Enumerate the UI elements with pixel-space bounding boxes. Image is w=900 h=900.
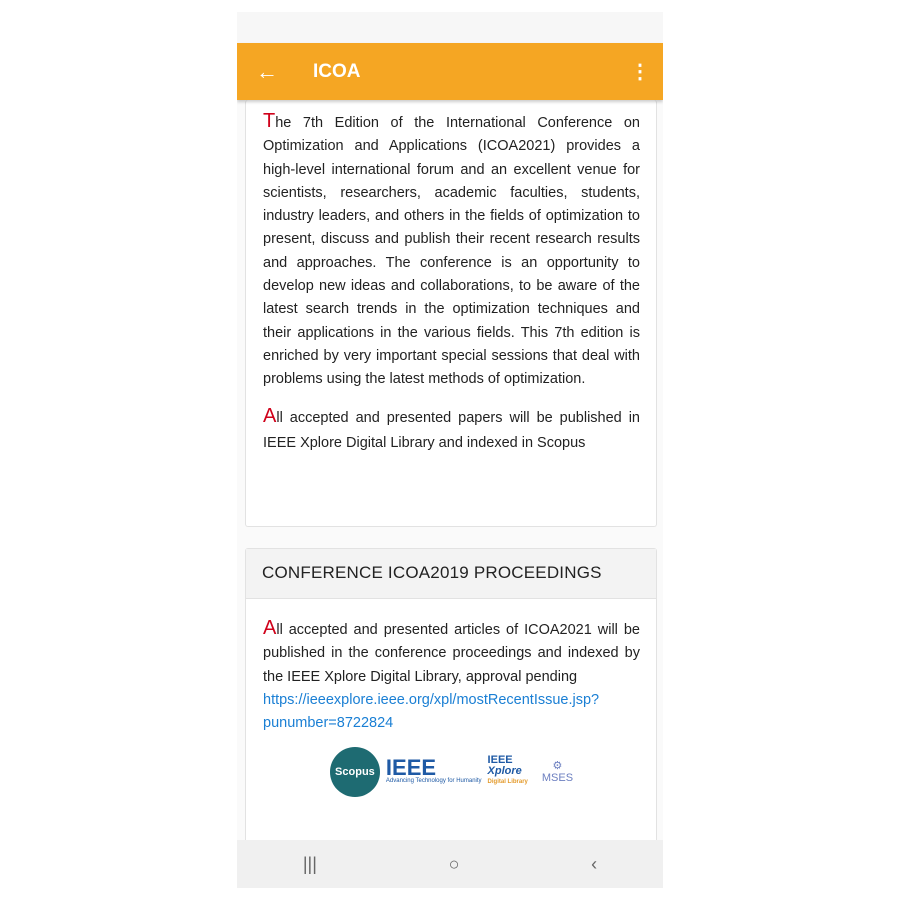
partner-logos xyxy=(263,747,640,797)
proceedings-header: CONFERENCE ICOA2019 PROCEEDINGS xyxy=(246,549,656,599)
status-bar xyxy=(237,12,663,43)
ieee-xplore-link[interactable]: https://ieeexplore.ieee.org/xpl/mostRecentIssue.jsp?punumber=8722824 xyxy=(263,691,600,731)
proceedings-text: ll accepted and presented articles of ICOA2021 will be published in the conference proceedings and indexed by the IEEE Xplore Digital Library, approval pending xyxy=(263,622,640,685)
arrow-left-icon[interactable]: ← xyxy=(256,58,278,84)
app-title: ICOA xyxy=(313,60,361,82)
phone-screen xyxy=(237,12,663,888)
proceedings-paragraph xyxy=(263,617,640,689)
proceedings-card xyxy=(245,548,657,848)
drop-cap: A xyxy=(263,404,277,427)
publication-text: ll accepted and presented papers will be published in IEEE Xplore Digital Library and indexed in Scopus xyxy=(263,409,640,451)
ieee-logo: IEEE Advancing Technology for Humanity xyxy=(385,755,482,785)
intro-paragraph xyxy=(263,110,640,392)
intro-card xyxy=(245,100,657,527)
intro-text: he 7th Edition of the International Conference on Optimization and Applications (ICOA2021) provides a high-level international forum and an excellent venue for scientists, researchers, academic faculties, students, industry leaders, and others in the fields of optimization to present, discuss and publish their recent research results and approaches. The conference is an opportunity to develop new ideas and collaborations, to be aware of the latest search trends in the optimization techniques and their applications in the various fields. This 7th edition is enriched by very important special sessions that deal with problems using the latest methods of optimization. xyxy=(263,115,640,388)
app-bar xyxy=(237,43,663,100)
drop-cap: A xyxy=(263,617,277,639)
home-icon[interactable]: ○ xyxy=(448,853,460,874)
ieee-xplore-logo: IEEE Xplore Digital Library xyxy=(487,754,528,786)
system-nav-bar xyxy=(237,840,663,888)
publication-paragraph xyxy=(263,404,640,456)
back-nav-icon[interactable]: ‹ xyxy=(591,853,598,874)
mses-logo: ⚙ MSES xyxy=(541,760,574,785)
drop-cap: T xyxy=(263,110,276,132)
scopus-logo: Scopus xyxy=(330,747,380,797)
recents-icon[interactable]: ||| xyxy=(302,853,317,874)
more-vert-icon[interactable]: ⋮ xyxy=(630,61,650,83)
